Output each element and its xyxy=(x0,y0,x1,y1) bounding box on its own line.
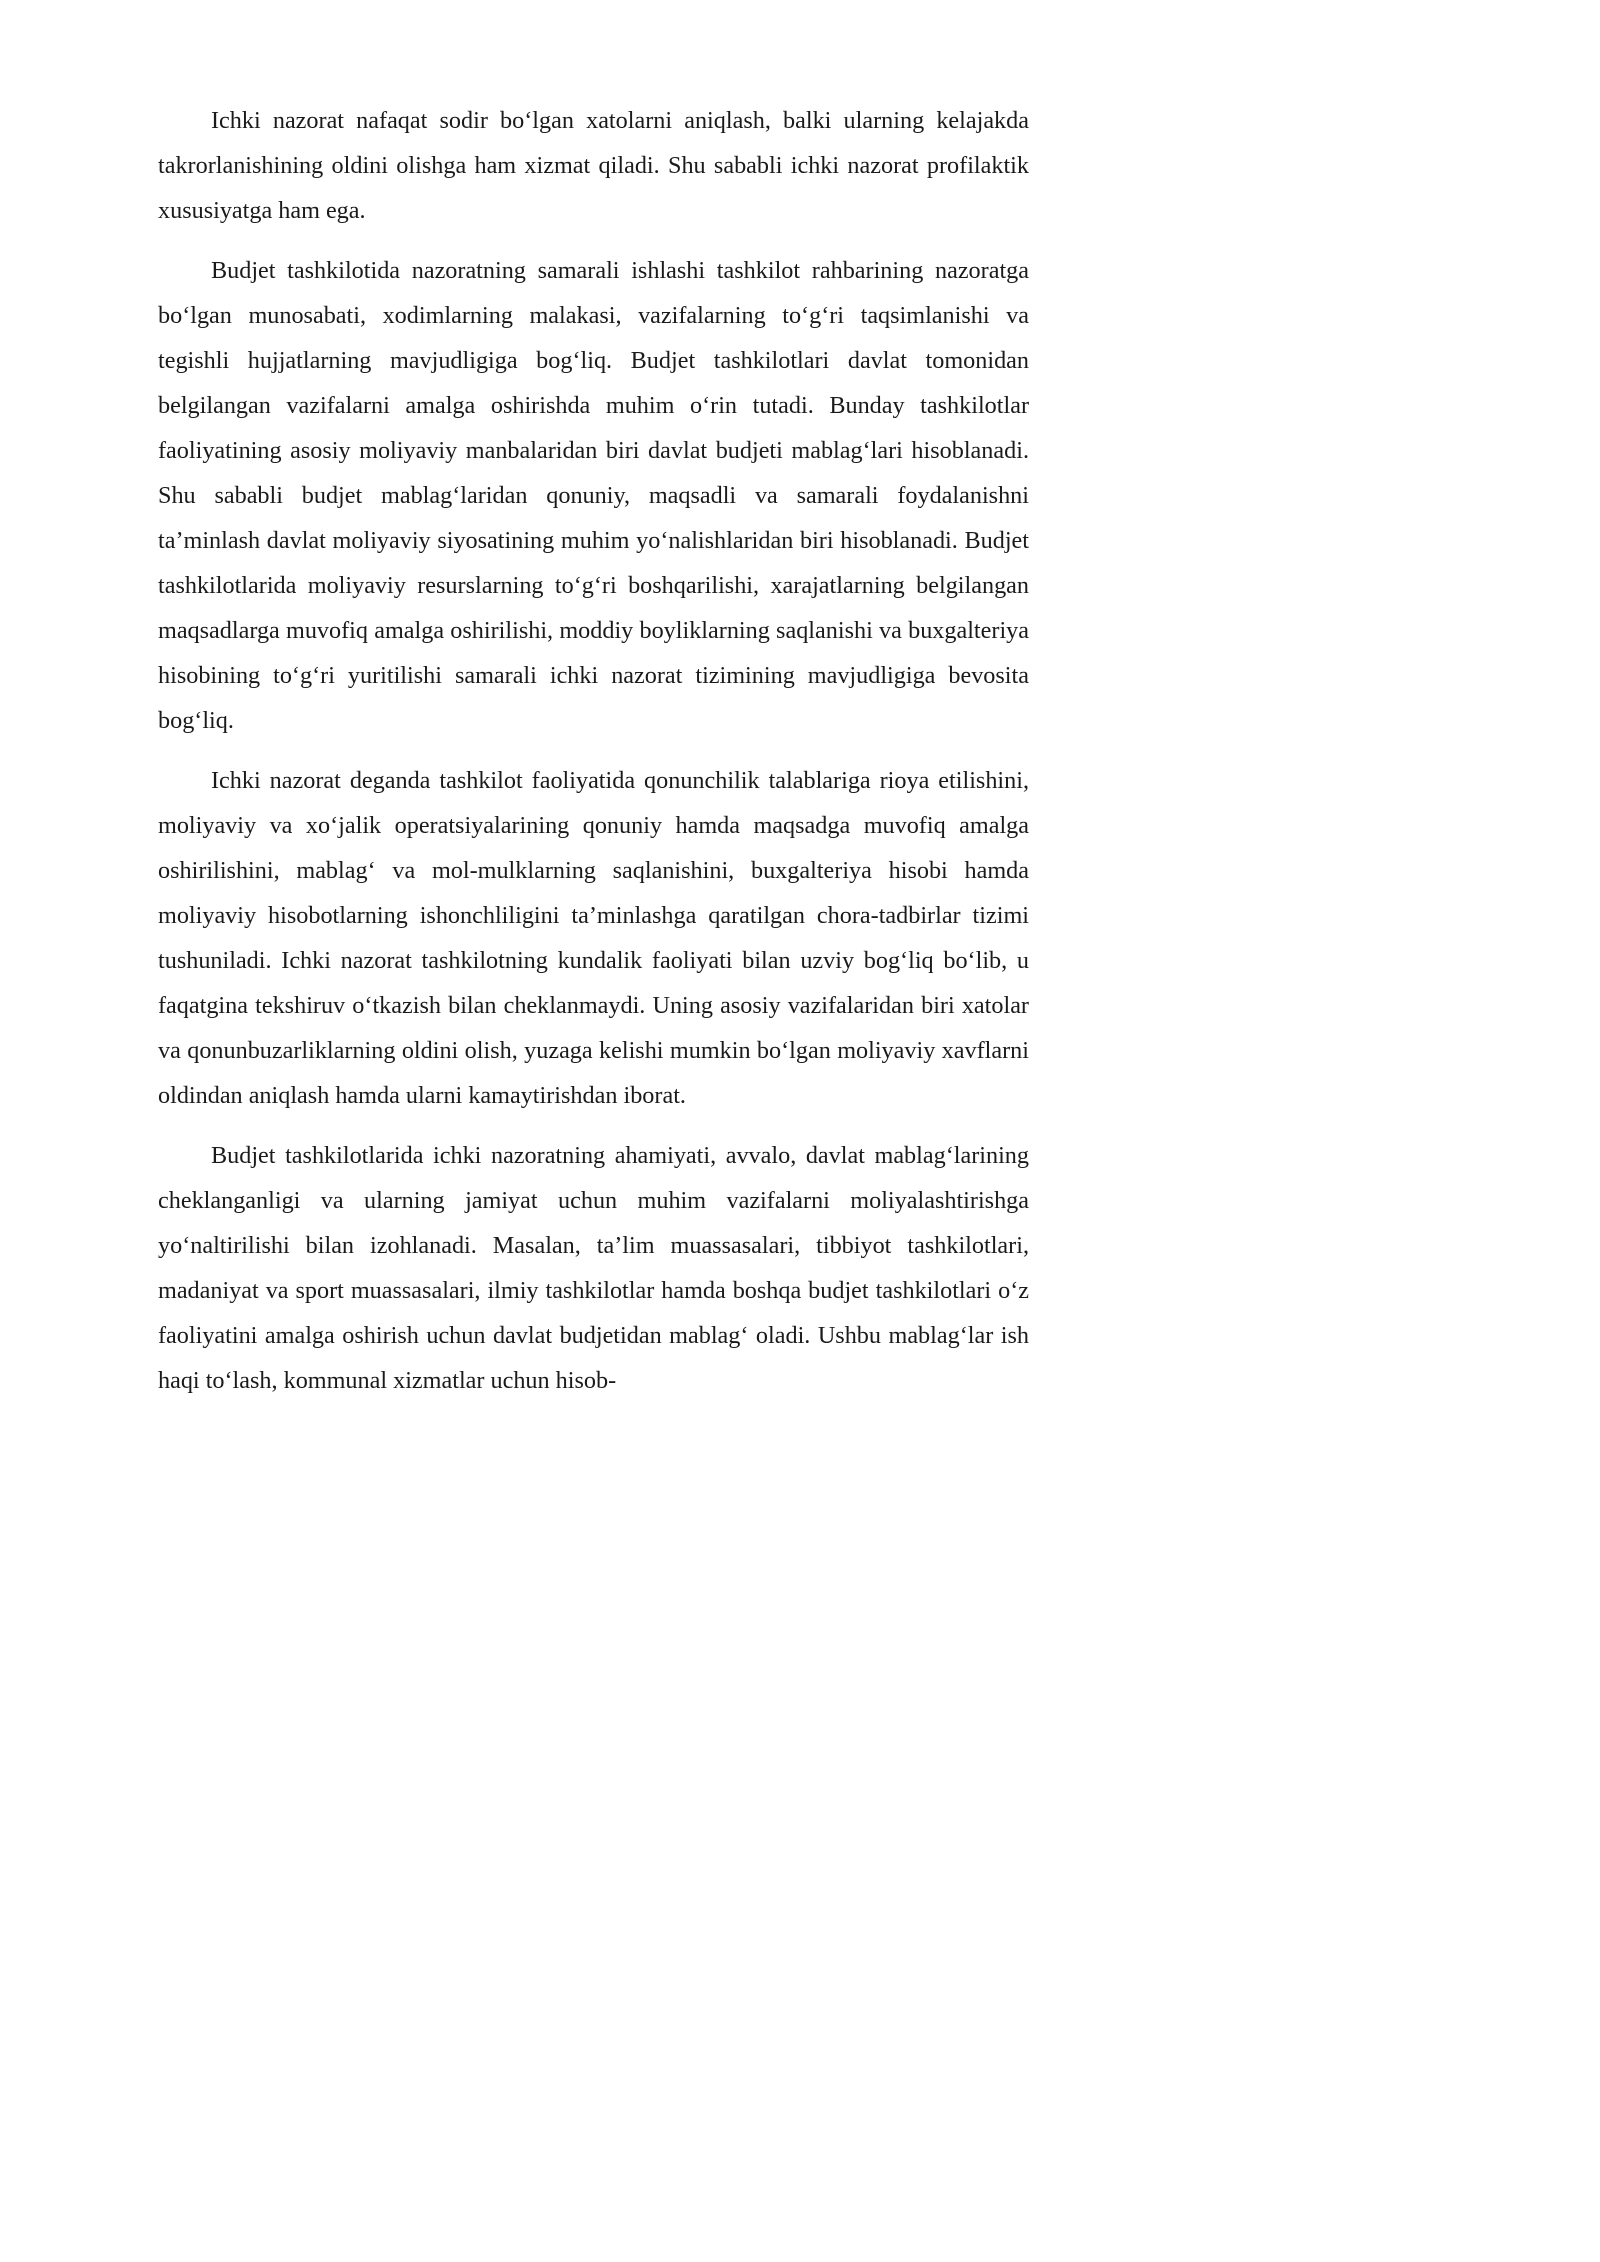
paragraph-1: Ichki nazorat nafaqat sodir boʻlgan xatolarni aniqlash, balki ularning kelajakda takrorlanishining oldini olishga ham xizmat qiladi. Shu sababli ichki nazorat profilaktik xususiyatga ham ega. xyxy=(158,107,1029,224)
paragraph-2: Budjet tashkilotida nazoratning samarali ishlashi tashkilot rahbarining nazoratga boʻlgan munosabati, xodimlarning malakasi, vazifalarning toʻgʻri taqsimlanishi va tegishli hujjatlarning mavjudligiga bogʻliq. Budjet tashkilotlari davlat tomonidan belgilangan vazifalarni amalga oshirishda muhim oʻrin tutadi. Bunday tashkilotlar faoliyatining asosiy moliyaviy manbalaridan biri davlat budjeti mablagʻlari hisoblanadi. Shu sababli budjet mablagʻlaridan qonuniy, maqsadli va samarali foydalanishni taʼminlash davlat moliyaviy siyosatining muhim yoʻnalishlaridan biri hisoblanadi. Budjet tashkilotlarida moliyaviy resurslarning toʻgʻri boshqarilishi, xarajatlarning belgilangan maqsadlarga muvofiq amalga oshirilishi, moddiy boyliklarning saqlanishi va buxgalteriya hisobining toʻgʻri yuritilishi samarali ichki nazorat tizimining mavjudligiga bevosita bogʻliq. xyxy=(158,257,1029,734)
paragraph-4: Budjet tashkilotlarida ichki nazoratning ahamiyati, avvalo, davlat mablagʻlarining cheklanganligi va ularning jamiyat uchun muhim vazifalarni moliyalashtirishga yoʻnaltirilishi bilan izohlanadi. Masalan, taʼlim muassasalari, tibbiyot tashkilotlari, madaniyat va sport muassasalari, ilmiy tashkilotlar hamda boshqa budjet tashkilotlari oʻz faoliyatini amalga oshirish uchun davlat budjetidan mablagʻ oladi. Ushbu mablagʻlar ish haqi toʻlash, kommunal xizmatlar uchun hisob- xyxy=(158,1142,1029,1394)
paragraph-3: Ichki nazorat deganda tashkilot faoliyatida qonunchilik talablariga rioya etilishini, moliyaviy va xoʻjalik operatsiyalarining qonuniy hamda maqsadga muvofiq amalga oshirilishini, mablagʻ va mol-mulklarning saqlanishini, buxgalteriya hisobi hamda moliyaviy hisobotlarning ishonchliligini taʼminlashga qaratilgan chora-tadbirlar tizimi tushuniladi. Ichki nazorat tashkilotning kundalik faoliyati bilan uzviy bogʻliq boʻlib, u faqatgina tekshiruv oʻtkazish bilan cheklanmaydi. Uning asosiy vazifalaridan biri xatolar va qonunbuzarliklarning oldini olish, yuzaga kelishi mumkin boʻlgan moliyaviy xavflarni oldindan aniqlash hamda ularni kamaytirishdan iborat. xyxy=(158,767,1029,1109)
document-body xyxy=(158,98,1029,1403)
document-page xyxy=(0,0,1104,1561)
